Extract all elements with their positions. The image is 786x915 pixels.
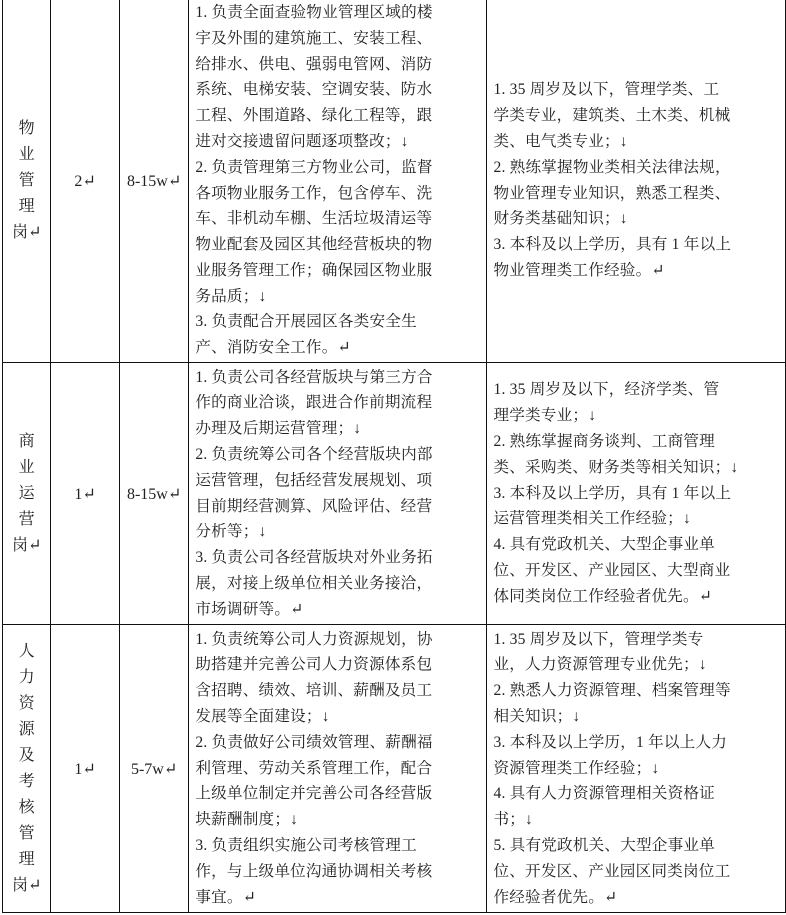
job-title-char: 理 — [18, 197, 35, 215]
duty-line: 利管理、劳动关系管理工作，配合 — [195, 759, 433, 777]
duty-line: 产、消防安全工作。↵ — [195, 339, 351, 357]
job-title-char: 商 — [18, 432, 35, 450]
duties-cell — [189, 625, 487, 913]
table-row — [3, 625, 786, 913]
requirement-line: 类、电气类专业；↓ — [493, 132, 628, 150]
requirement-line: 3. 本科及以上学历，1 年以上人力 — [493, 733, 728, 751]
job-table — [2, 0, 786, 913]
requirement-line: 2. 熟悉人力资源管理、档案管理等 — [493, 682, 731, 700]
salary-cell — [119, 625, 189, 913]
job-title-char: 岗↵ — [11, 876, 42, 894]
job-title-char: 岗↵ — [11, 536, 42, 554]
salary: 5-7w↵ — [130, 760, 178, 778]
job-title-cell — [3, 363, 51, 625]
requirement-line: 2. 熟练掌握物业类相关法律法规， — [493, 158, 731, 176]
duty-line: 工程、外围道路、绿化工程等，跟 — [195, 107, 433, 125]
job-title-char: 源 — [18, 720, 35, 738]
headcount: 1↵ — [74, 485, 96, 503]
duty-line: 2. 负责做好公司绩效管理、薪酬福 — [195, 733, 433, 751]
duty-line: 运营管理，包括经营发展规划、项 — [195, 471, 433, 489]
duty-line: 1. 负责公司各经营版块与第三方合 — [195, 368, 433, 386]
salary-cell — [119, 363, 189, 625]
job-title-char: 业 — [18, 458, 35, 476]
duty-line: 发展等全面建设；↓ — [195, 708, 330, 725]
duty-line: 3. 负责组织实施公司考核管理工 — [195, 836, 417, 854]
duties-cell — [189, 363, 487, 625]
requirements-cell — [487, 0, 786, 363]
job-title-cell — [3, 0, 51, 363]
duty-line: 各项物业服务工作，包含停车、洗 — [195, 184, 433, 202]
salary: 8-15w↵ — [126, 485, 182, 503]
requirement-line: 1. 35 周岁及以下，管理学类专 — [493, 630, 704, 648]
duty-line: 展，对接上级单位相关业务接洽， — [195, 574, 433, 592]
requirement-line: 财务类基础知识；↓ — [493, 210, 628, 228]
requirement-line: 4. 具有人力资源管理相关资格证 — [493, 785, 715, 803]
job-title-char: 核 — [18, 798, 35, 816]
duty-line: 事宜。↵ — [195, 888, 256, 906]
requirement-line: 资源管理类工作经验；↓ — [493, 759, 660, 777]
job-title-char: 理 — [18, 850, 35, 868]
headcount-cell — [51, 0, 120, 363]
duty-line: 物业配套及园区其他经营板块的物 — [195, 236, 433, 254]
duty-line: 车、非机动车棚、生活垃圾清运等 — [195, 210, 433, 228]
requirement-line: 3. 本科及以上学历，具有 1 年以上 — [493, 484, 732, 502]
salary: 8-15w↵ — [126, 172, 182, 190]
duty-line: 分析等；↓ — [195, 523, 267, 541]
requirement-line: 4. 具有党政机关、大型企事业单 — [493, 536, 715, 554]
requirement-line: 1. 35 周岁及以下，管理学类、工 — [493, 81, 720, 99]
duty-line: 含招聘、绩效、培训、薪酬及员工 — [195, 682, 433, 700]
duty-line: 2. 负责管理第三方物业公司，监督 — [195, 158, 433, 176]
duty-line: 1. 负责统筹公司人力资源规划，协 — [195, 630, 433, 648]
duty-line: 3. 负责配合开展园区各类安全生 — [195, 313, 417, 331]
duty-line: 进对交接遗留问题逐项整改；↓ — [195, 132, 409, 150]
duty-line: 市场调研等。↵ — [195, 600, 304, 618]
job-title-char: 人 — [18, 642, 35, 660]
requirement-line: 5. 具有党政机关、大型企事业单 — [493, 836, 715, 854]
job-title-char: 岗↵ — [11, 223, 42, 241]
requirement-line: 物业管理类工作经验。↵ — [493, 261, 665, 279]
requirement-line: 书；↓ — [493, 811, 534, 829]
duty-line: 办理及后期运营管理；↓ — [195, 420, 362, 438]
job-title-char: 及 — [18, 746, 35, 764]
duty-line: 目前期经营测算、风险评估、经营 — [195, 497, 433, 515]
salary-cell — [119, 0, 189, 363]
duties-cell — [189, 0, 487, 363]
job-title-char: 管 — [18, 824, 35, 842]
duty-line: 给排水、供电、强弱电管网、消防 — [195, 55, 433, 73]
headcount-cell — [51, 363, 120, 625]
requirement-line: 3. 本科及以上学历，具有 1 年以上 — [493, 236, 732, 254]
requirement-line: 1. 35 周岁及以下，经济学类、管 — [493, 381, 720, 399]
duty-line: 助搭建并完善公司人力资源体系包 — [195, 656, 433, 674]
headcount-cell — [51, 625, 120, 913]
duty-line: 上级单位制定并完善公司各经营版 — [195, 785, 433, 803]
requirement-line: 体同类岗位工作经验者优先。↵ — [493, 587, 713, 605]
duty-line: 务品质；↓ — [195, 287, 267, 305]
requirement-line: 相关知识；↓ — [493, 708, 581, 725]
job-title-char: 力 — [18, 668, 35, 686]
job-title-cell — [3, 625, 51, 913]
table-row — [3, 363, 786, 625]
duty-line: 3. 负责公司各经营版块对外业务拓 — [195, 549, 433, 567]
requirement-line: 运营管理类相关工作经验；↓ — [493, 510, 691, 528]
job-title-char: 管 — [18, 171, 35, 189]
duty-line: 2. 负责统筹公司各个经营版块内部 — [195, 445, 433, 463]
job-title-char: 考 — [18, 772, 35, 790]
requirements-cell — [487, 625, 786, 913]
requirement-line: 理学类专业；↓ — [493, 407, 597, 425]
requirement-line: 2. 熟练掌握商务谈判、工商管理 — [493, 433, 715, 450]
requirements-cell — [487, 363, 786, 625]
duty-line: 作，与上级单位沟通协调相关考核 — [195, 862, 433, 880]
headcount: 2↵ — [74, 172, 96, 190]
requirement-line: 学类专业，建筑类、土木类、机械 — [493, 107, 731, 125]
requirement-line: 作经验者优先。↵ — [493, 888, 618, 906]
duty-line: 宇及外围的建筑施工、安装工程、 — [195, 29, 433, 47]
table-row — [3, 0, 786, 363]
requirement-line: 物业管理专业知识，熟悉工程类、 — [493, 184, 731, 202]
job-title-char: 运 — [18, 484, 35, 502]
job-title-char: 物 — [18, 119, 35, 137]
job-title-char: 资 — [18, 694, 35, 712]
duty-line: 系统、电梯安装、空调安装、防水 — [195, 81, 433, 99]
requirement-line: 类、采购类、财务类等相关知识；↓ — [493, 458, 739, 476]
duty-line: 业服务管理工作；确保园区物业服 — [195, 261, 433, 279]
job-title-char: 营 — [18, 510, 35, 528]
duty-line: 1. 负责全面查验物业管理区域的楼 — [195, 3, 433, 21]
duty-line: 作的商业洽谈，跟进合作前期流程 — [195, 394, 433, 412]
requirement-line: 业，人力资源管理专业优先；↓ — [493, 656, 707, 674]
job-title-char: 业 — [18, 145, 35, 163]
requirement-line: 位、开发区、产业园区、大型商业 — [493, 561, 731, 579]
duty-line: 块薪酬制度；↓ — [195, 811, 299, 829]
requirement-line: 位、开发区、产业园区同类岗位工 — [493, 862, 731, 880]
headcount: 1↵ — [74, 760, 96, 778]
